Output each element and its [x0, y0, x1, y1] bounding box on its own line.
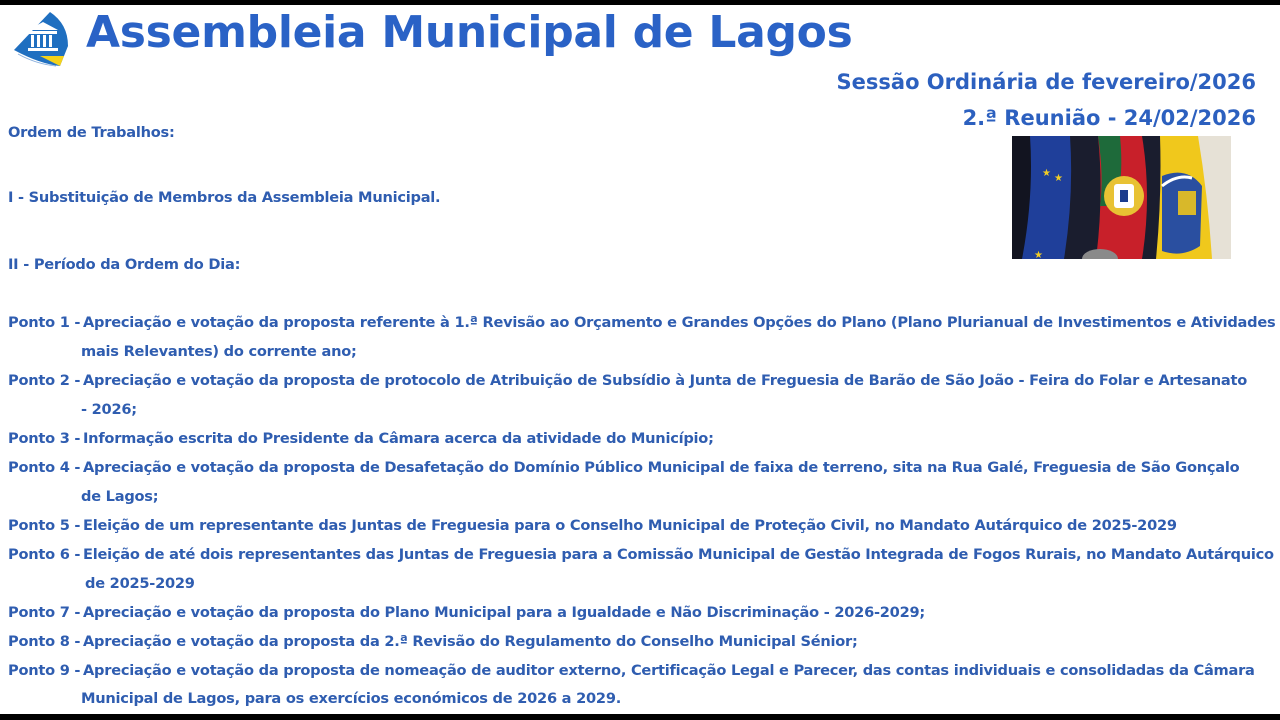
item-text-line: Informação escrita do Presidente da Câmara acerca da atividade do Município;	[83, 430, 714, 447]
item-text-line: Apreciação e votação da proposta de nomeação de auditor externo, Certificação Legal e Parecer, das contas individuais e consolidadas da Câmara	[83, 662, 1255, 679]
item-text-line: Apreciação e votação da proposta de Desafetação do Domínio Público Municipal de faixa de terreno, sita na Rua Galé, Freguesia de São Gonçalo	[83, 459, 1240, 476]
svg-text:★: ★	[1034, 250, 1043, 259]
bottom-black-bar	[0, 714, 1280, 720]
item-label: Ponto 7 -	[8, 604, 81, 621]
svg-text:★: ★	[1042, 168, 1051, 179]
item-text-line: Municipal de Lagos, para os exercícios económicos de 2026 a 2029.	[81, 690, 622, 707]
item-label: Ponto 6 -	[8, 546, 81, 563]
item-label: Ponto 9 -	[8, 662, 81, 679]
section-2-order-of-day: II - Período da Ordem do Dia:	[8, 256, 241, 273]
session-name: Sessão Ordinária de fevereiro/2026	[836, 70, 1256, 94]
item-text-line: Apreciação e votação da proposta referente à 1.ª Revisão ao Orçamento e Grandes Opções do Plano (Plano Plurianual de Investimentos e Atividades	[83, 314, 1276, 331]
assembly-building-logo-icon	[10, 10, 72, 68]
item-label: Ponto 4 -	[8, 459, 81, 476]
item-label: Ponto 2 -	[8, 372, 81, 389]
item-text-line: Apreciação e votação da proposta de protocolo de Atribuição de Subsídio à Junta de Freguesia de Barão de São João - Feira do Folar e Artesanato	[83, 372, 1248, 389]
item-text-line: Apreciação e votação da proposta do Plano Municipal para a Igualdade e Não Discriminação - 2026-2029;	[83, 604, 925, 621]
item-label: Ponto 3 -	[8, 430, 81, 447]
item-text-line: - 2026;	[81, 401, 137, 418]
item-label: Ponto 5 -	[8, 517, 81, 534]
page-title: Assembleia Municipal de Lagos	[86, 7, 853, 58]
svg-text:★: ★	[1054, 173, 1063, 184]
item-text-line: Eleição de até dois representantes das Juntas de Freguesia para a Comissão Municipal de Gestão Integrada de Fogos Rurais, no Mandato Autárquico	[83, 546, 1274, 563]
item-text-line: de 2025-2029	[85, 575, 195, 592]
item-text-line: Eleição de um representante das Juntas de Freguesia para o Conselho Municipal de Proteção Civil, no Mandato Autárquico de 2025-2029	[83, 517, 1177, 534]
item-text-line: de Lagos;	[81, 488, 159, 505]
agenda-heading: Ordem de Trabalhos:	[8, 124, 175, 141]
item-label: Ponto 1 -	[8, 314, 81, 331]
section-1-substitution: I - Substituição de Membros da Assembleia Municipal.	[8, 189, 441, 206]
flags-photo	[1012, 136, 1231, 259]
item-text-line: mais Relevantes) do corrente ano;	[81, 343, 357, 360]
item-label: Ponto 8 -	[8, 633, 81, 650]
session-info	[837, 64, 1256, 136]
item-text-line: Apreciação e votação da proposta da 2.ª Revisão do Regulamento do Conselho Municipal Sénior;	[83, 633, 858, 650]
meeting-date: 2.ª Reunião - 24/02/2026	[962, 106, 1256, 130]
